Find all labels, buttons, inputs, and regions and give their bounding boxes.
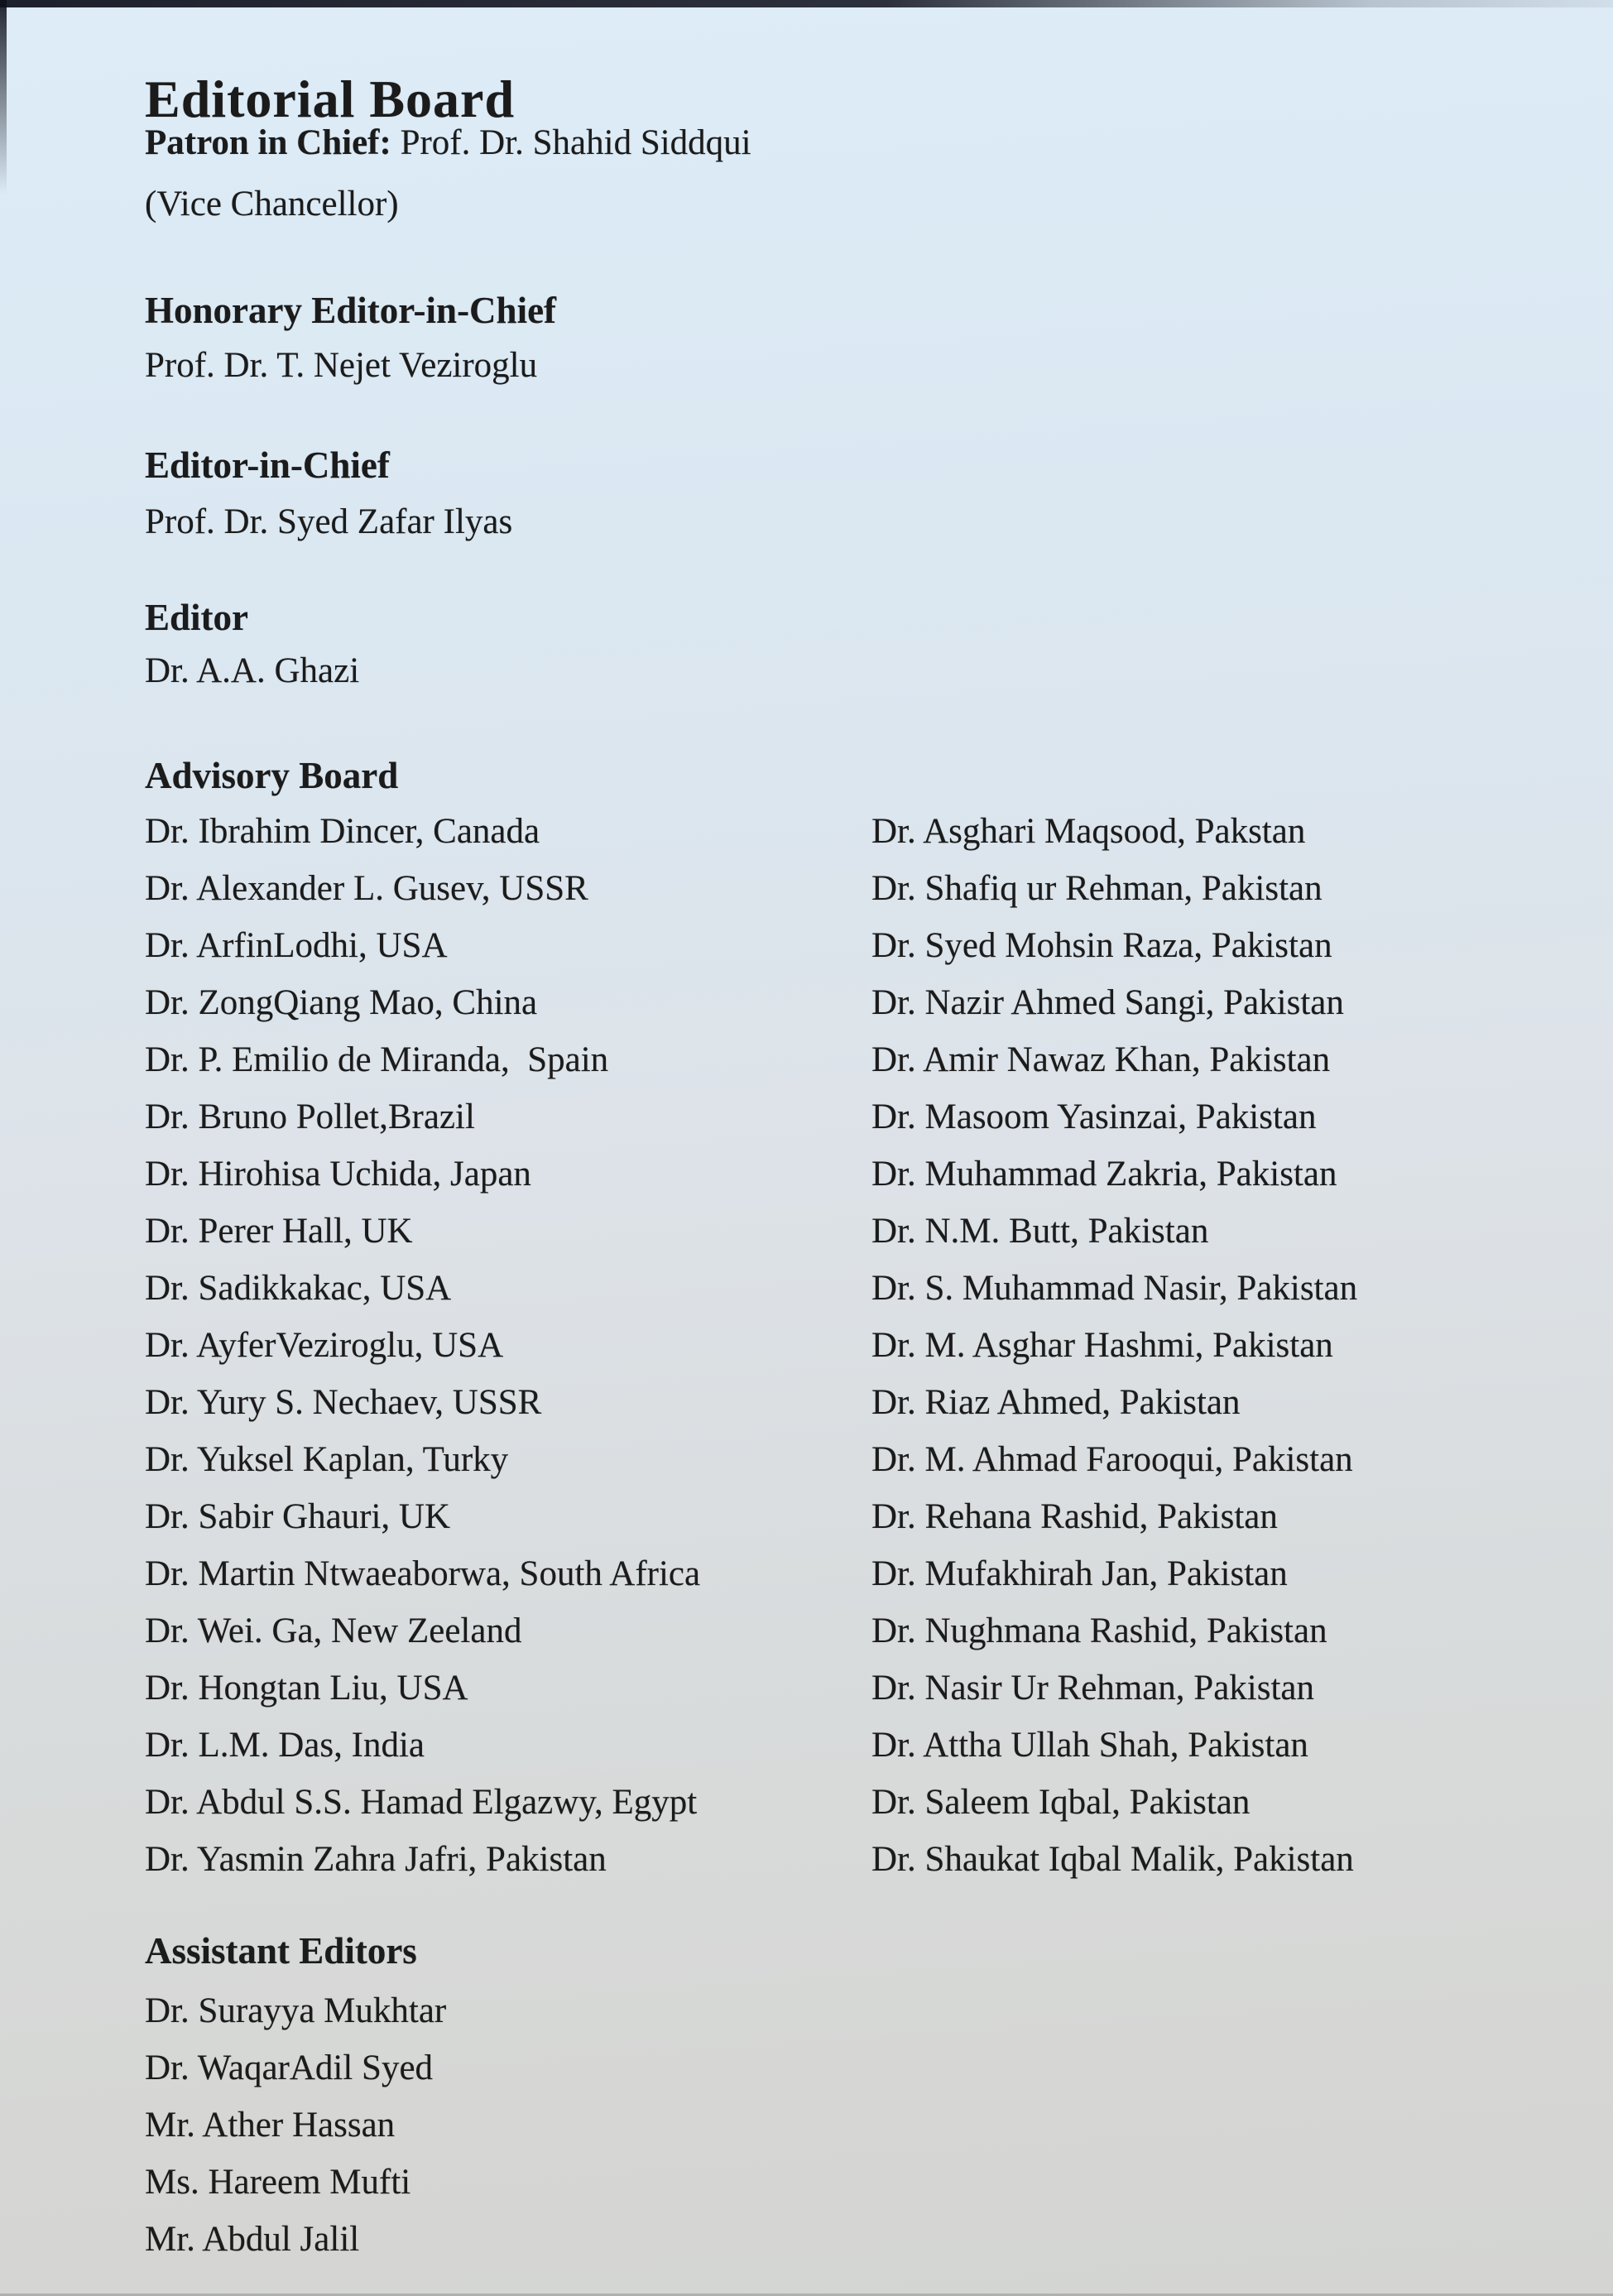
assistant-editor: Ms. Hareem Mufti (145, 2163, 411, 2202)
advisory-member: Dr. Alexander L. Gusev, USSR (145, 869, 588, 908)
advisory-member: Dr. Bruno Pollet,Brazil (145, 1098, 475, 1136)
assistant-editor: Dr. Surayya Mukhtar (145, 1991, 447, 2030)
advisory-member: Dr. Syed Mohsin Raza, Pakistan (871, 926, 1332, 965)
advisory-board-columns (145, 803, 1588, 1888)
advisory-member: Dr. Rehana Rashid, Pakistan (871, 1497, 1278, 1536)
assistant-editor: Dr. WaqarAdil Syed (145, 2049, 434, 2087)
page-title: Editorial Board (145, 69, 516, 128)
advisory-member: Dr. M. Asghar Hashmi, Pakistan (871, 1326, 1333, 1365)
advisory-member: Dr. Asghari Maqsood, Pakstan (871, 812, 1306, 851)
advisory-member: Dr. Saleem Iqbal, Pakistan (871, 1783, 1251, 1822)
advisory-member: Dr. AyferVeziroglu, USA (145, 1326, 504, 1365)
advisory-member: Dr. Sabir Ghauri, UK (145, 1497, 451, 1536)
advisory-member: Dr. Sadikkakac, USA (145, 1269, 452, 1308)
advisory-member: Dr. Amir Nawaz Khan, Pakistan (871, 1040, 1331, 1079)
advisory-member: Dr. Riaz Ahmed, Pakistan (871, 1383, 1241, 1422)
advisory-member: Dr. P. Emilio de Miranda, Spain (145, 1040, 609, 1079)
advisory-member: Dr. Mufakhirah Jan, Pakistan (871, 1554, 1288, 1593)
scan-edge-left (0, 0, 7, 195)
section-heading-honorary-editor-in-chief: Honorary Editor-in-Chief (145, 290, 557, 331)
honorary-editor-in-chief-name: Prof. Dr. T. Nejet Veziroglu (145, 346, 538, 385)
advisory-member: Dr. Wei. Ga, New Zeeland (145, 1612, 522, 1650)
advisory-member: Dr. Nazir Ahmed Sangi, Pakistan (871, 983, 1344, 1022)
assistant-editor: Mr. Abdul Jalil (145, 2220, 360, 2259)
advisory-member: Dr. M. Ahmad Farooqui, Pakistan (871, 1440, 1353, 1479)
assistant-editors-list (145, 1982, 446, 2268)
advisory-column-left (145, 803, 871, 1888)
advisory-member: Dr. ArfinLodhi, USA (145, 926, 448, 965)
patron-name: Prof. Dr. Shahid Siddqui (400, 123, 751, 162)
scan-edge-top (0, 0, 1613, 7)
advisory-member: Dr. Yuksel Kaplan, Turky (145, 1440, 509, 1479)
section-heading-editor: Editor (145, 597, 249, 638)
advisory-member: Dr. N.M. Butt, Pakistan (871, 1212, 1209, 1251)
advisory-member: Dr. L.M. Das, India (145, 1726, 425, 1765)
assistant-editor: Mr. Ather Hassan (145, 2106, 396, 2145)
advisory-member: Dr. Nasir Ur Rehman, Pakistan (871, 1669, 1315, 1708)
section-heading-assistant-editors: Assistant Editors (145, 1930, 417, 1972)
advisory-member: Dr. S. Muhammad Nasir, Pakistan (871, 1269, 1358, 1308)
advisory-member: Dr. Abdul S.S. Hamad Elgazwy, Egypt (145, 1783, 698, 1822)
advisory-member: Dr. Masoom Yasinzai, Pakistan (871, 1098, 1317, 1136)
advisory-member: Dr. Shaukat Iqbal Malik, Pakistan (871, 1840, 1354, 1879)
advisory-member: Dr. ZongQiang Mao, China (145, 983, 538, 1022)
advisory-member: Dr. Yury S. Nechaev, USSR (145, 1383, 542, 1422)
advisory-member: Dr. Perer Hall, UK (145, 1212, 413, 1251)
advisory-member: Dr. Hirohisa Uchida, Japan (145, 1155, 531, 1194)
patron-subtitle: (Vice Chancellor) (145, 185, 399, 223)
advisory-member: Dr. Ibrahim Dincer, Canada (145, 812, 540, 851)
advisory-member: Dr. Shafiq ur Rehman, Pakistan (871, 869, 1323, 908)
editor-in-chief-name: Prof. Dr. Syed Zafar Ilyas (145, 502, 513, 541)
patron-label: Patron in Chief: (145, 123, 391, 162)
advisory-member: Dr. Nughmana Rashid, Pakistan (871, 1612, 1327, 1650)
advisory-member: Dr. Hongtan Liu, USA (145, 1669, 468, 1708)
patron-line (145, 122, 751, 164)
advisory-member: Dr. Muhammad Zakria, Pakistan (871, 1155, 1337, 1194)
section-heading-editor-in-chief: Editor-in-Chief (145, 444, 390, 486)
section-heading-advisory-board: Advisory Board (145, 755, 399, 796)
advisory-column-right (871, 803, 1588, 1888)
advisory-member: Dr. Yasmin Zahra Jafri, Pakistan (145, 1840, 607, 1879)
advisory-member: Dr. Martin Ntwaeaborwa, South Africa (145, 1554, 701, 1593)
editor-name: Dr. A.A. Ghazi (145, 651, 360, 690)
advisory-member: Dr. Attha Ullah Shah, Pakistan (871, 1726, 1308, 1765)
